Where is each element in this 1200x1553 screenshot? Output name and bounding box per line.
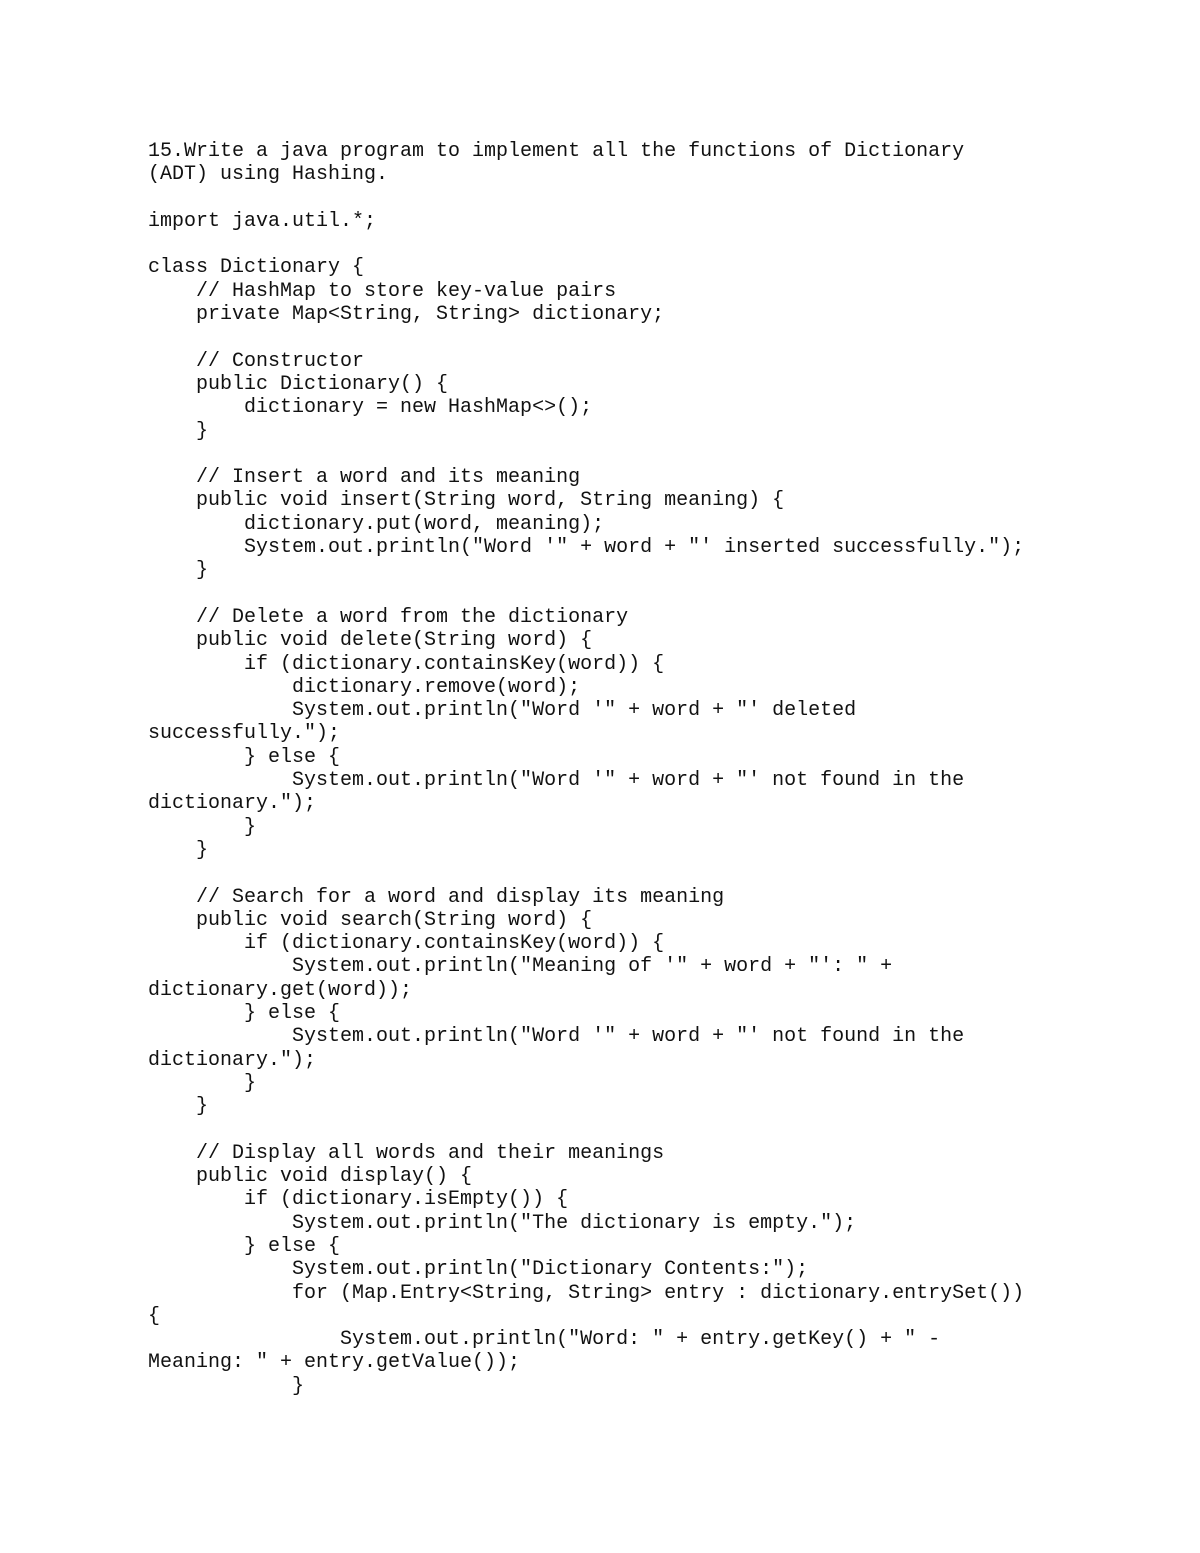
code-line: System.out.println("Meaning of '" + word + "': " + [148, 955, 893, 979]
code-line: dictionary."); [148, 792, 317, 816]
code-line: { [148, 1304, 161, 1328]
code-line: (ADT) using Hashing. [148, 163, 389, 187]
code-line: public void delete(String word) { [148, 629, 593, 653]
code-line: } [148, 419, 209, 443]
code-line: dictionary.put(word, meaning); [148, 512, 605, 536]
code-line: public void insert(String word, String meaning) { [148, 489, 785, 513]
code-line: // Constructor [148, 349, 365, 373]
code-line: dictionary."); [148, 1048, 317, 1072]
code-line: public Dictionary() { [148, 372, 449, 396]
code-line: public void search(String word) { [148, 908, 593, 932]
code-line: successfully."); [148, 722, 341, 746]
code-line: } [148, 1095, 209, 1119]
code-line [148, 443, 1024, 466]
code-line [148, 583, 1024, 606]
code-line: System.out.println("Word: " + entry.getKey() + " - [148, 1328, 941, 1352]
code-line: // HashMap to store key-value pairs [148, 279, 617, 303]
code-line: System.out.println("Word '" + word + "' not found in the [148, 769, 965, 793]
code-line: class Dictionary { [148, 256, 365, 280]
code-line: } [148, 815, 257, 839]
code-line: Meaning: " + entry.getValue()); [148, 1351, 521, 1375]
code-line: } [148, 1374, 305, 1398]
code-line: public void display() { [148, 1165, 473, 1189]
code-line: dictionary = new HashMap<>(); [148, 396, 593, 420]
code-line: if (dictionary.containsKey(word)) { [148, 932, 665, 956]
code-line [148, 1118, 1024, 1141]
code-line: System.out.println("Dictionary Contents:"); [148, 1258, 809, 1282]
code-line: } [148, 559, 209, 583]
code-line: } else { [148, 1001, 341, 1025]
code-line: // Display all words and their meanings [148, 1141, 665, 1165]
code-line: System.out.println("The dictionary is empty."); [148, 1211, 857, 1235]
code-line: if (dictionary.containsKey(word)) { [148, 652, 665, 676]
code-line: 15.Write a java program to implement all the functions of Dictionary [148, 140, 965, 163]
code-line: System.out.println("Word '" + word + "' not found in the [148, 1025, 965, 1049]
code-line [148, 862, 1024, 885]
code-line [148, 187, 1024, 210]
code-line: dictionary.remove(word); [148, 675, 581, 699]
code-line: // Insert a word and its meaning [148, 466, 581, 490]
code-line: System.out.println("Word '" + word + "' inserted successfully."); [148, 536, 1025, 560]
code-line: if (dictionary.isEmpty()) { [148, 1188, 569, 1212]
code-line [148, 326, 1024, 349]
code-line: } else { [148, 745, 341, 769]
code-line: private Map<String, String> dictionary; [148, 303, 665, 327]
code-listing [148, 140, 1024, 1398]
code-line: // Delete a word from the dictionary [148, 605, 629, 629]
code-line: import java.util.*; [148, 209, 377, 233]
code-line: } else { [148, 1234, 341, 1258]
code-line: } [148, 838, 209, 862]
code-line: for (Map.Entry<String, String> entry : dictionary.entrySet()) [148, 1281, 1025, 1305]
code-line: dictionary.get(word)); [148, 978, 413, 1002]
code-line: System.out.println("Word '" + word + "' deleted [148, 699, 857, 723]
code-line [148, 233, 1024, 256]
code-line: } [148, 1071, 257, 1095]
code-line: // Search for a word and display its meaning [148, 885, 725, 909]
